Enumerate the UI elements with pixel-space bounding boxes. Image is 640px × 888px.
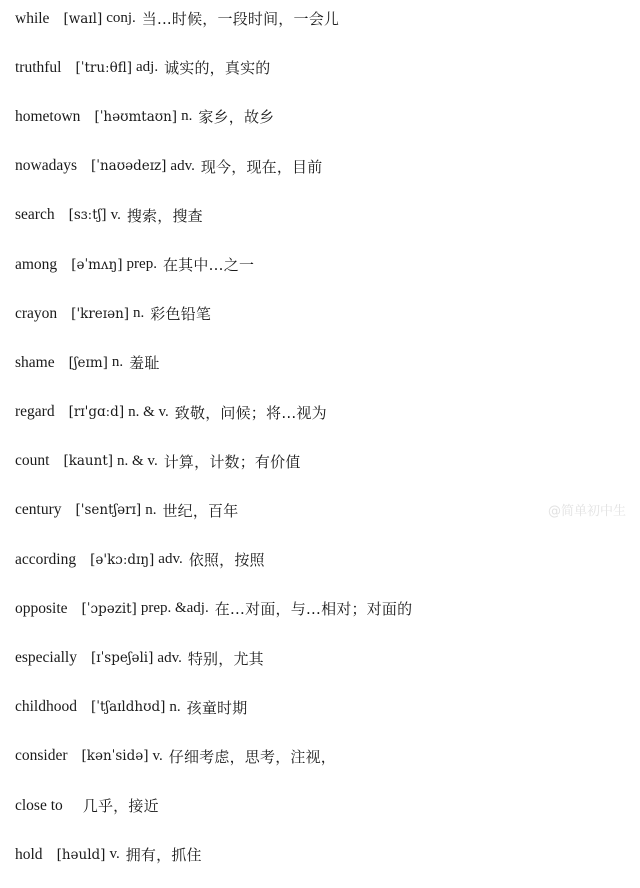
entry-part-of-speech: prep. &adj. bbox=[140, 600, 209, 617]
entry-part-of-speech: v. bbox=[110, 206, 121, 223]
vocab-entry-according bbox=[15, 535, 635, 584]
entry-part-of-speech: n. bbox=[145, 501, 157, 518]
entry-phonetic: [rɪ'gɑːd] bbox=[68, 404, 125, 421]
vocab-entry-shame bbox=[15, 338, 635, 387]
entry-phonetic: [ˈtruːθfl] bbox=[75, 59, 132, 76]
vocab-entry-nowadays bbox=[15, 142, 635, 191]
vocab-entry-count bbox=[15, 437, 635, 486]
entry-word: count bbox=[15, 452, 50, 470]
vocab-entry-close-to bbox=[15, 781, 635, 830]
entry-part-of-speech: n. & v. bbox=[117, 452, 158, 469]
entry-part-of-speech: v. bbox=[152, 747, 163, 764]
entry-phonetic: [ˈtʃaɪldhʊd] bbox=[91, 699, 166, 716]
entry-meaning: 世纪，百年 bbox=[162, 501, 239, 520]
entry-phonetic: [kənˈsidə] bbox=[81, 748, 149, 765]
vocab-entry-search bbox=[15, 191, 635, 240]
entry-part-of-speech: adj. bbox=[136, 59, 159, 76]
vocab-entry-regard bbox=[15, 388, 635, 437]
vocab-entry-childhood bbox=[15, 683, 635, 732]
entry-part-of-speech: n. bbox=[133, 305, 145, 322]
entry-meaning: 拥有，抓住 bbox=[125, 846, 202, 865]
entry-phonetic: [ə'kɔːdɪŋ] bbox=[90, 551, 155, 568]
entry-word: among bbox=[15, 255, 58, 273]
vocab-entry-truthful bbox=[15, 43, 635, 92]
entry-word: hometown bbox=[15, 107, 81, 125]
entry-meaning: 计算，计数；有价值 bbox=[163, 452, 301, 471]
entry-phonetic: [həuld] bbox=[56, 846, 106, 863]
entry-phonetic: [əˈmʌŋ] bbox=[71, 256, 123, 273]
entry-word: crayon bbox=[15, 304, 58, 322]
entry-meaning: 几乎，接近 bbox=[82, 797, 159, 816]
watermark: @简单初中生 bbox=[548, 504, 627, 519]
vocab-entry-consider bbox=[15, 732, 635, 781]
entry-meaning: 在其中…之一 bbox=[162, 256, 255, 275]
entry-part-of-speech: n. bbox=[169, 698, 181, 715]
entry-part-of-speech: n. bbox=[181, 108, 193, 125]
entry-part-of-speech: adv. bbox=[157, 649, 182, 666]
entry-meaning: 彩色铅笔 bbox=[150, 305, 212, 324]
entry-phonetic: ['sentʃərɪ] bbox=[75, 502, 142, 519]
entry-word: regard bbox=[15, 403, 55, 421]
vocab-entry-hold bbox=[15, 830, 635, 879]
entry-word: especially bbox=[15, 649, 77, 667]
entry-word: consider bbox=[15, 747, 68, 765]
entry-word: nowadays bbox=[15, 157, 77, 175]
vocab-entry-among bbox=[15, 240, 635, 289]
entry-word: according bbox=[15, 550, 77, 568]
entry-part-of-speech: adv. bbox=[170, 157, 195, 174]
entry-phonetic: [ˈɔpəzit] bbox=[81, 600, 137, 617]
entry-word: hold bbox=[15, 845, 43, 863]
vocab-entry-hometown bbox=[15, 92, 635, 141]
entry-phonetic: [sɜːtʃ] bbox=[68, 207, 107, 224]
entry-word: childhood bbox=[15, 698, 77, 716]
entry-phonetic: [ˈnaʊədeɪz] bbox=[91, 158, 167, 175]
entry-phonetic: ['kreɪən] bbox=[71, 305, 130, 322]
entry-phonetic: [ɪˈspeʃəli] bbox=[90, 650, 154, 667]
entry-phonetic: [waɪl] bbox=[63, 10, 103, 27]
entry-meaning: 致敬，问候；将…视为 bbox=[174, 403, 327, 422]
entry-meaning: 在…对面，与…相对；对面的 bbox=[214, 600, 413, 619]
entry-word: search bbox=[15, 206, 55, 224]
entry-word: truthful bbox=[15, 58, 62, 76]
entry-meaning: 家乡，故乡 bbox=[198, 108, 275, 127]
entry-phonetic: [kaunt] bbox=[63, 453, 114, 470]
entry-word: while bbox=[15, 9, 50, 27]
vocab-list bbox=[15, 0, 635, 885]
entry-part-of-speech: n. & v. bbox=[128, 403, 169, 420]
entry-part-of-speech: adv. bbox=[158, 551, 183, 568]
entry-part-of-speech: prep. bbox=[126, 256, 157, 273]
entry-word: opposite bbox=[15, 599, 68, 617]
entry-part-of-speech: n. bbox=[111, 354, 124, 371]
vocab-entry-century bbox=[15, 486, 635, 535]
entry-meaning: 现今，现在，目前 bbox=[200, 157, 323, 176]
entry-part-of-speech: v. bbox=[109, 846, 120, 863]
vocab-entry-especially bbox=[15, 633, 635, 682]
entry-meaning: 当...时候，一段时间，一会儿 bbox=[141, 10, 340, 29]
entry-meaning: 依照，按照 bbox=[188, 551, 265, 570]
entry-meaning: 羞耻 bbox=[129, 354, 160, 373]
entry-meaning: 诚实的，真实的 bbox=[164, 59, 271, 78]
entry-word: close to bbox=[15, 796, 63, 814]
vocab-entry-while bbox=[15, 0, 635, 43]
entry-word: century bbox=[15, 501, 62, 519]
entry-meaning: 特别，尤其 bbox=[187, 649, 264, 668]
entry-meaning: 仔细考虑，思考，注视， bbox=[168, 747, 336, 766]
entry-meaning: 孩童时期 bbox=[186, 698, 248, 717]
entry-word: shame bbox=[15, 353, 55, 371]
entry-phonetic: [ˈhəʊmtaʊn] bbox=[94, 108, 178, 125]
entry-part-of-speech: conj. bbox=[106, 10, 136, 27]
entry-meaning: 搜索，搜查 bbox=[126, 206, 203, 225]
vocab-entry-opposite bbox=[15, 584, 635, 633]
entry-phonetic: [ʃeɪm] bbox=[68, 354, 108, 371]
vocab-entry-crayon bbox=[15, 289, 635, 338]
